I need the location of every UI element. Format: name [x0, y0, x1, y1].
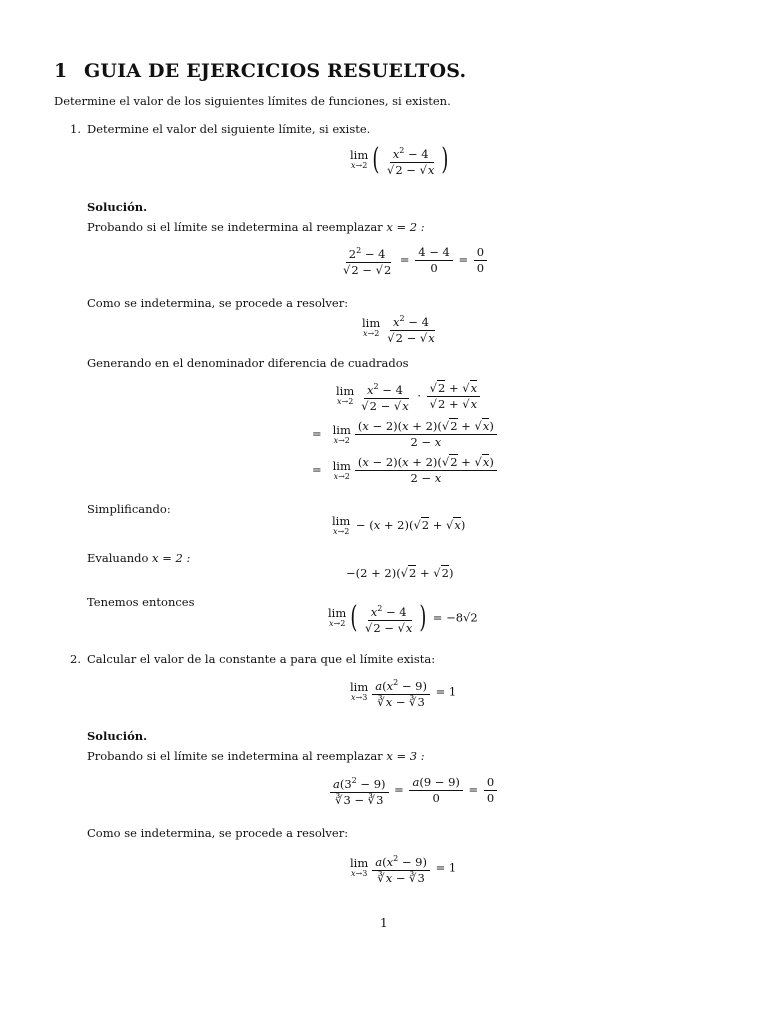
problem1-limit-restated: lim x→2 $\frac{x^2 - 4}{√2 - √x}$ [362, 314, 435, 345]
problem1-solution-label: Solución. [87, 200, 148, 214]
problem1-probando-text: Probando si el límite se indetermina al reemplazar [87, 220, 383, 234]
problem1-probando [87, 220, 425, 234]
problem2-label: 2. [70, 652, 81, 666]
problem1-evaluated: −(2 + 2)(√2 + √2) [346, 566, 454, 580]
problem1-evaluando [87, 551, 190, 565]
problem2-probando-text: Probando si el límite se indetermina al reemplazar [87, 749, 383, 763]
section-title-text: GUIA DE EJERCICIOS RESUELTOS. [84, 60, 467, 82]
problem1-limit-expression: lim x→2 ( $\frac{x^2 - 4}{√2 - √x}$ ) [350, 142, 449, 178]
problem1-como: Como se indetermina, se procede a resolver: [87, 296, 349, 310]
problem1-final-result: lim x→2 ( $\frac{x^2 - 4}{√2 - √x}$ ) = −8√2 [328, 600, 478, 636]
problem1-simplificando: Simplificando: [87, 502, 171, 516]
problem1-simplified: lim x→2 − (x + 2)(√2 + √x) [332, 514, 466, 536]
problem2-como: Como se indetermina, se procede a resolver: [87, 826, 349, 840]
problem2-solution-label: Solución. [87, 729, 148, 743]
problem1-factored-step-1: = lim x→2 $\frac{(x - 2)(x + 2)(√2 + √x)}{2 - x}$ [312, 420, 499, 449]
section-number: 1 [54, 60, 68, 82]
intro-text: Determine el valor de los siguientes límites de funciones, si existen. [54, 94, 451, 108]
problem2-substitution: $\frac{a(3^2 - 9)}{∛3 - ∛3}$ = $\frac{a(9 - 9)}{0}$ = $\frac{0}{0}$ [328, 774, 499, 807]
problem2-statement: Calcular el valor de la constante a para que el límite exista: [87, 652, 436, 666]
problem1-result-value: = −8√2 [432, 610, 478, 625]
problem1-probando-value: x = 2 : [386, 220, 425, 234]
problem1-generando: Generando en el denominador diferencia de cuadrados [87, 356, 409, 370]
problem1-substitution: $\frac{2^2 - 4}{√2 - √2}$ = $\frac{4 - 4}{0}$ = $\frac{0}{0}$ [338, 244, 489, 277]
page-number: 1 [380, 916, 388, 930]
problem1-evaluando-value: x = 2 : [152, 551, 191, 565]
problem1-tenemos: Tenemos entonces [87, 595, 195, 609]
section-title [54, 60, 466, 82]
problem2-probando-value: x = 3 : [386, 749, 425, 763]
problem2-limit-expression: lim x→3 $\frac{a(x^2 - 9)}{∛x - ∛3}$ = 1 [350, 678, 457, 709]
problem1-statement: Determine el valor del siguiente límite, si existe. [87, 122, 371, 136]
problem1-conjugate-step: lim x→2 $\frac{x^2 - 4}{√2 - √x}$ · $\frac{√2 + √x}{√2 + √x}$ [336, 380, 482, 413]
problem1-evaluando-text: Evaluando [87, 551, 149, 565]
problem2-limit-restated: lim x→3 $\frac{a(x^2 - 9)}{∛x - ∛3}$ = 1 [350, 854, 457, 885]
problem1-factored-step-2: = lim x→2 $\frac{(x - 2)(x + 2)(√2 + √x)}{2 - x}$ [312, 456, 499, 485]
problem2-probando [87, 749, 425, 763]
problem1-label: 1. [70, 122, 81, 136]
